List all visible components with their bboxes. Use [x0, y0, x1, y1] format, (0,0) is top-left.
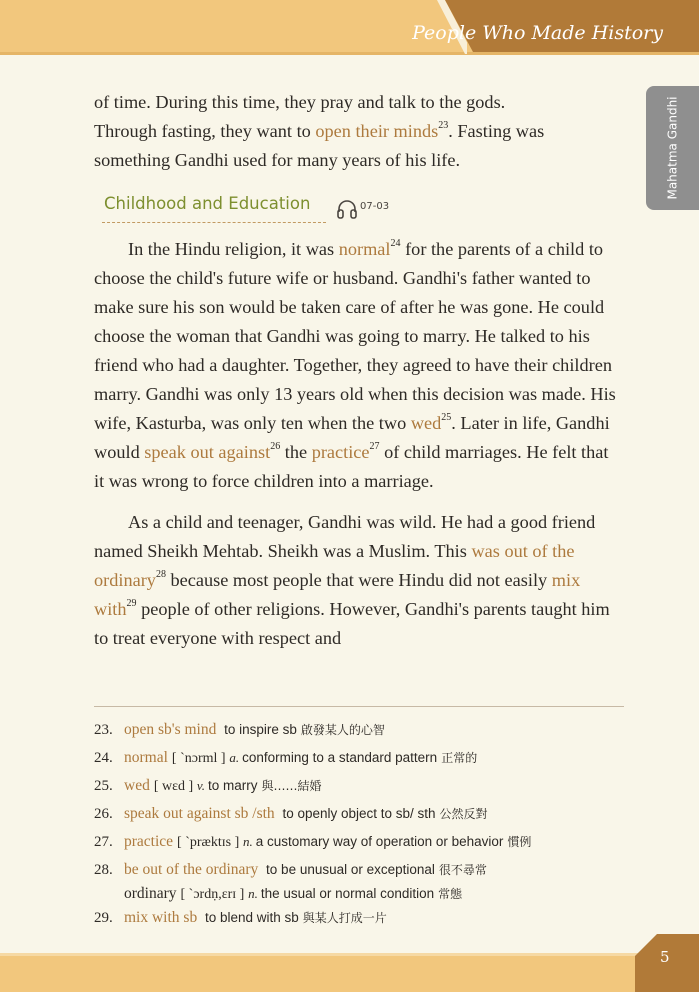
vocab-translation: 與某人打成一片 [302, 911, 387, 925]
vocab-term: speak out against sb /sth [124, 805, 275, 822]
chapter-side-tab-label: Mahatma Gandhi [665, 96, 680, 200]
p2-text-c: because most people that were Hindu did not easily [165, 570, 552, 590]
vocab-item [94, 904, 634, 932]
vocab-term: practice [124, 833, 174, 850]
vocab-term: ordinary [124, 885, 177, 902]
vocab-item [94, 828, 634, 856]
p1-text-i: of child marriages. He felt that it was wrong to force children into a marriage. [94, 442, 609, 491]
p1-text-c: for the parents of a child to choose the child's future wife or husband. Gandhi's father wanted to make sure his son would be taken care of after he was gone. He could choose the woman that Gandhi was going to marry. He talked to his friend who had a daughter. Together, they agreed to have their children marry. Gandhi was only 13 years old when this decision was made. His wife, Kasturba, was only ten when the two [94, 239, 616, 433]
vocab-term: wed [124, 777, 150, 794]
intro-paragraph [94, 88, 622, 175]
vocab-definition: to be unusual or exceptional [266, 862, 435, 877]
intro-line-3: something Gandhi used for many years of his life. [94, 150, 461, 170]
vocab-translation: 與……結婚 [261, 779, 322, 793]
vocab-item [94, 800, 634, 828]
intro-line-2: Through fasting, they want to [94, 121, 316, 141]
intro-line-1: of time. During this time, they pray and talk to the gods. [94, 92, 506, 112]
p2-text-a: As a child and teenager, Gandhi was wild. He had a good friend named Sheikh Mehtab. Sheikh was a Muslim. This [94, 512, 596, 561]
footnote-ref: 25 [441, 411, 452, 423]
page-number: 5 [660, 948, 670, 966]
vocab-translation: 啟發某人的心智 [300, 723, 385, 737]
p1-text-a: In the Hindu religion, it was [128, 239, 339, 259]
vocab-item [94, 716, 634, 744]
section-heading [102, 193, 622, 223]
vocab-number: 27. [94, 834, 113, 850]
vocabulary-list [94, 716, 634, 932]
vocab-highlight-open-minds[interactable]: open their minds [315, 121, 439, 141]
vocab-item [94, 856, 634, 880]
vocab-translation: 很不尋常 [438, 863, 487, 877]
vocab-translation: 慣例 [507, 835, 532, 849]
vocab-translation: 常態 [438, 887, 463, 901]
vocab-definition: to marry [207, 778, 258, 793]
section-title: Childhood and Education [102, 189, 326, 223]
vocab-definition: to inspire sb [224, 722, 297, 737]
audio-track-number: 07-03 [360, 201, 390, 212]
paragraph-2 [94, 508, 622, 653]
intro-line-2-end: . Fasting was [448, 121, 545, 141]
vocab-highlight-out-of-ordinary[interactable]: was out of the ordinary [94, 541, 575, 590]
vocab-translation: 正常的 [441, 751, 478, 765]
footnote-ref: 27 [369, 440, 380, 452]
footnote-ref: 29 [126, 597, 137, 609]
vocab-highlight-speak-out-against[interactable]: speak out against [144, 442, 271, 462]
book-title: People Who Made History [412, 22, 663, 44]
vocab-translation: 公然反對 [439, 807, 488, 821]
vocab-pronunciation: [ ˋnɔrml ] [171, 751, 226, 766]
vocab-number: 28. [94, 862, 113, 878]
footnote-ref: 24 [390, 237, 401, 249]
vocab-definition: conforming to a standard pattern [242, 750, 438, 765]
footnote-ref: 26 [270, 440, 281, 452]
vocab-highlight-wed[interactable]: wed [410, 413, 442, 433]
vocab-number: 29. [94, 910, 113, 926]
vocab-term: normal [124, 749, 168, 766]
vocab-definition: a customary way of operation or behavior [255, 834, 504, 849]
p2-text-e: people of other religions. However, Gandhi's parents taught him to treat everyone with respect and [94, 599, 610, 648]
vocab-definition: the usual or normal condition [260, 886, 435, 901]
vocab-term: be out of the ordinary [124, 861, 259, 878]
footnote-ref: 23 [438, 119, 449, 131]
vocab-definition: to blend with sb [204, 910, 299, 925]
p1-text-e: . Later in life, Gandhi would [94, 413, 610, 462]
vocab-number: 24. [94, 750, 113, 766]
vocab-number: 23. [94, 722, 113, 738]
vocab-subitem [94, 880, 634, 904]
p1-text-g: the [280, 442, 312, 462]
vocab-part-of-speech: a. [229, 750, 240, 765]
headphones-icon[interactable] [336, 199, 358, 219]
vocab-part-of-speech: v. [196, 778, 205, 793]
vocab-part-of-speech: n. [248, 886, 258, 901]
vocab-term: mix with sb [124, 909, 198, 926]
vocab-pronunciation: [ ˋpræktɪs ] [177, 835, 240, 850]
main-text [94, 88, 622, 653]
vocab-pronunciation: [ wɛd ] [153, 779, 194, 794]
vocab-item [94, 744, 634, 772]
vocab-highlight-mix-with[interactable]: mix with [94, 570, 581, 619]
chapter-side-tab[interactable] [646, 86, 699, 210]
vocab-item [94, 772, 634, 800]
footnote-ref: 28 [155, 568, 166, 580]
header-band-shadow [0, 52, 699, 55]
paragraph-1 [94, 235, 622, 496]
vocab-part-of-speech: n. [243, 834, 253, 849]
vocab-pronunciation: [ ˋɔrdṇ,ɛrɪ ] [180, 887, 245, 902]
vocab-term: open sb's mind [124, 721, 217, 738]
footnote-divider [94, 706, 624, 707]
vocab-number: 26. [94, 806, 113, 822]
footer-band [0, 956, 699, 992]
vocab-definition: to openly object to sb/ sth [282, 806, 436, 821]
vocab-highlight-practice[interactable]: practice [311, 442, 370, 462]
vocab-highlight-normal[interactable]: normal [338, 239, 391, 259]
vocab-number: 25. [94, 778, 113, 794]
